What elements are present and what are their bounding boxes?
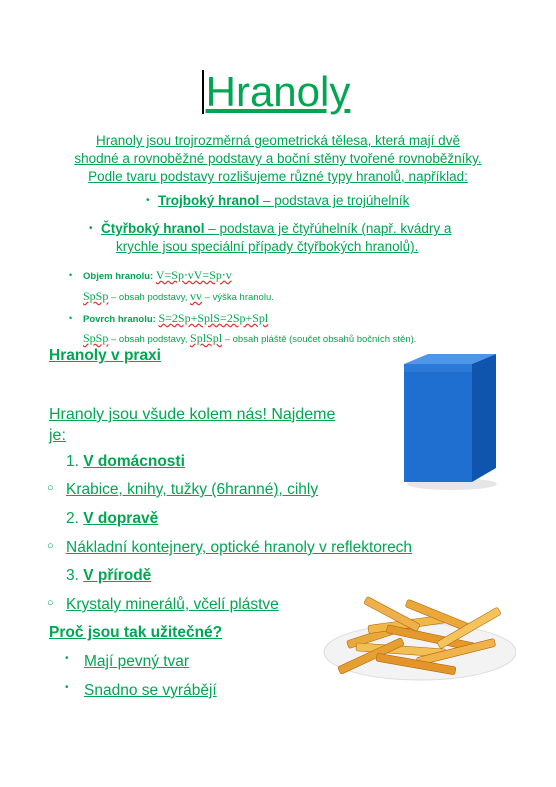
example-home <box>47 481 319 499</box>
surface-formula: S=2Sp+SplS=2Sp+Spl <box>158 311 269 325</box>
intro-line: shodné a rovnoběžné podstavy a boční stěny tvořené rovnoběžníky. <box>74 151 482 166</box>
volume-note-text: – obsah podstavy, <box>108 292 191 303</box>
surface-note-end: – obsah pláště (součet obsahů bočních stěn). <box>222 334 417 345</box>
example-transport <box>47 539 413 557</box>
intro-paragraph <box>40 132 516 186</box>
surface-note-text: – obsah podstavy, <box>108 334 191 345</box>
volume-note-symbol-2: vv <box>190 289 203 303</box>
bullet-icon: • <box>69 270 73 280</box>
surface-line <box>69 311 269 327</box>
practice-lead <box>49 404 369 446</box>
surface-label: Povrch hranolu: <box>83 314 156 325</box>
surface-note-symbol-2: SplSpl <box>190 331 223 345</box>
lead-line: Hranoly jsou všude kolem nás! Najdeme <box>49 406 336 423</box>
volume-note <box>83 289 274 305</box>
blue-prism-image <box>392 352 502 492</box>
example-nature <box>47 596 279 614</box>
surface-note-symbol: SpSp <box>83 331 109 345</box>
category-home <box>66 453 185 471</box>
list-item-text: Snadno se vyrábějí <box>84 682 217 699</box>
type-name: Trojboký hranol <box>158 193 260 208</box>
surface-note <box>83 331 416 347</box>
intro-line: Podle tvaru podstavy rozlišujeme různé typy hranolů, například: <box>88 169 468 184</box>
bullet-icon: • <box>65 653 69 664</box>
circle-bullet-icon: ○ <box>47 482 54 494</box>
circle-bullet-icon: ○ <box>47 540 54 552</box>
category-number: 2. <box>66 510 79 527</box>
list-item <box>65 653 190 671</box>
volume-note-symbol: SpSp <box>83 289 109 303</box>
type-item-quadrilateral <box>89 220 501 238</box>
bullet-icon: • <box>146 195 150 206</box>
volume-line <box>69 268 232 284</box>
list-item <box>65 682 217 700</box>
category-label: V domácnosti <box>83 453 185 470</box>
type-name: Čtyřboký hranol <box>101 221 205 236</box>
intro-line: Hranoly jsou trojrozměrná geometrická tělesa, která mají dvě <box>96 133 460 148</box>
lead-line: je: <box>49 427 66 444</box>
bullet-icon: • <box>89 223 93 234</box>
example-text: Nákladní kontejnery, optické hranoly v reflektorech <box>66 539 413 556</box>
french-fries-image <box>316 590 516 690</box>
category-number: 1. <box>66 453 79 470</box>
example-text: Krystaly minerálů, včelí plástve <box>66 596 279 613</box>
circle-bullet-icon: ○ <box>47 597 54 609</box>
volume-label: Objem hranolu: <box>83 271 154 282</box>
type-desc: – podstava je čtyřúhelník (např. kvádry a <box>204 221 452 236</box>
list-item-text: Mají pevný tvar <box>84 653 190 670</box>
type-item-triangular <box>146 192 410 210</box>
section-heading-practice: Hranoly v praxi <box>49 347 161 364</box>
example-text: Krabice, knihy, tužky (6hranné), cihly <box>66 481 319 498</box>
type-desc: – podstava je trojúhelník <box>259 193 410 208</box>
bullet-icon: • <box>69 313 73 323</box>
volume-formula: V=Sp⋅vV=Sp⋅v <box>155 268 232 282</box>
category-label: V dopravě <box>83 510 159 527</box>
type-desc-continued: krychle jsou speciální případy čtyřbokých hranolů). <box>116 239 419 254</box>
bullet-icon: • <box>65 682 69 693</box>
category-transport <box>66 510 158 528</box>
section-heading-useful: Proč jsou tak užitečné? <box>49 624 223 641</box>
volume-note-end: – výška hranolu. <box>202 292 274 303</box>
page-title: Hranoly <box>205 68 351 115</box>
category-nature <box>66 567 151 585</box>
category-number: 3. <box>66 567 79 584</box>
category-label: V přírodě <box>83 567 152 584</box>
